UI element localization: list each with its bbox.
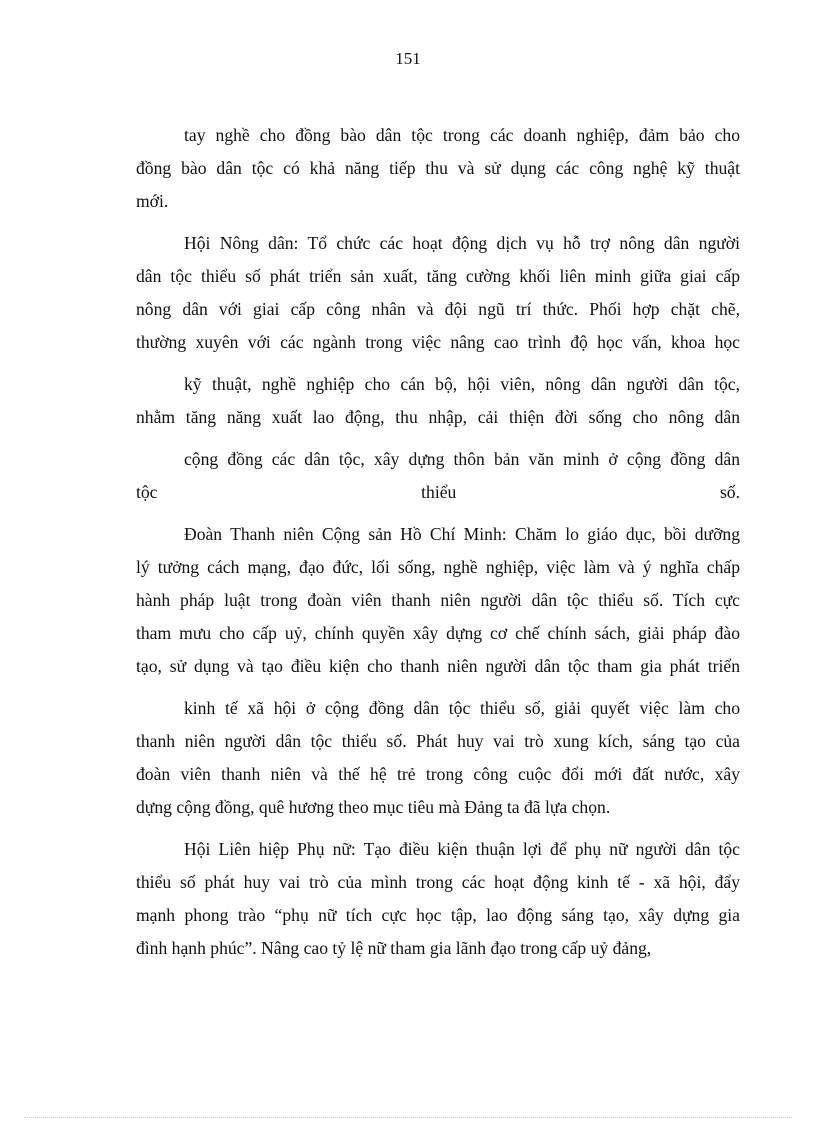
text-line: nông dân với giai cấp công nhân và đội ngũ trí thức. Phối hợp chặt chẽ,	[136, 299, 740, 319]
text-line: kỹ thuật, nghề nghiệp cho cán bộ, hội viên, nông dân người dân tộc,	[184, 374, 740, 394]
text-line: mới.	[136, 191, 169, 211]
text-line: hành pháp luật trong đoàn viên thanh niên người dân tộc thiểu số. Tích cực	[136, 590, 740, 610]
text-line: đồng bào dân tộc có khả năng tiếp thu và sử dụng các công nghệ kỹ thuật	[136, 158, 740, 178]
text-line: lý tưởng cách mạng, đạo đức, lối sống, nghề nghiệp, việc làm và ý nghĩa chấp	[136, 557, 740, 577]
text-line: thanh niên người dân tộc thiểu số. Phát huy vai trò xung kích, sáng tạo của	[136, 731, 740, 751]
text-line: dựng cộng đồng, quê hương theo mục tiêu mà Đảng ta đã lựa chọn.	[136, 797, 611, 817]
text-line: cộng đồng các dân tộc, xây dựng thôn bản văn minh ở cộng đồng dân	[184, 449, 740, 469]
text-line: tay nghề cho đồng bào dân tộc trong các doanh nghiệp, đảm bảo cho	[184, 125, 740, 145]
text-line: đoàn viên thanh niên và thế hệ trẻ trong công cuộc đổi mới đất nước, xây	[136, 764, 740, 784]
text-line: đình hạnh phúc”. Nâng cao tỷ lệ nữ tham gia lãnh đạo trong cấp uỷ đảng,	[136, 938, 652, 958]
text-line: tham mưu cho cấp uỷ, chính quyền xây dựng cơ chế chính sách, giải pháp đào	[136, 623, 740, 643]
page-number: 151	[395, 49, 421, 68]
text-line: Đoàn Thanh niên Cộng sản Hồ Chí Minh: Chăm lo giáo dục, bồi dưỡng	[184, 524, 740, 544]
text-line: dân tộc thiểu số phát triển sản xuất, tăng cường khối liên minh giữa giai cấp	[136, 266, 740, 286]
text-line: Hội Liên hiệp Phụ nữ: Tạo điều kiện thuận lợi để phụ nữ người dân tộc	[184, 839, 740, 859]
text-line: mạnh phong trào “phụ nữ tích cực học tập, lao động sáng tạo, xây dựng gia	[136, 905, 740, 925]
text-line: tộc thiểu số.	[136, 482, 740, 502]
text-line: tạo, sử dụng và tạo điều kiện cho thanh niên người dân tộc tham gia phát triển	[136, 656, 740, 676]
text-line: nhằm tăng năng xuất lao động, thu nhập, cải thiện đời sống cho nông dân	[136, 407, 740, 427]
text-line: thường xuyên với các ngành trong việc nâng cao trình độ học vấn, khoa học	[136, 332, 740, 352]
text-line: kinh tế xã hội ở cộng đồng dân tộc thiểu số, giải quyết việc làm cho	[184, 698, 740, 718]
body-text	[136, 119, 740, 965]
text-line: Hội Nông dân: Tổ chức các hoạt động dịch vụ hỗ trợ nông dân người	[184, 233, 740, 253]
text-line: thiểu số phát huy vai trò của mình trong các hoạt động kinh tế - xã hội, đẩy	[136, 872, 740, 892]
page-bottom-divider	[24, 1117, 792, 1118]
